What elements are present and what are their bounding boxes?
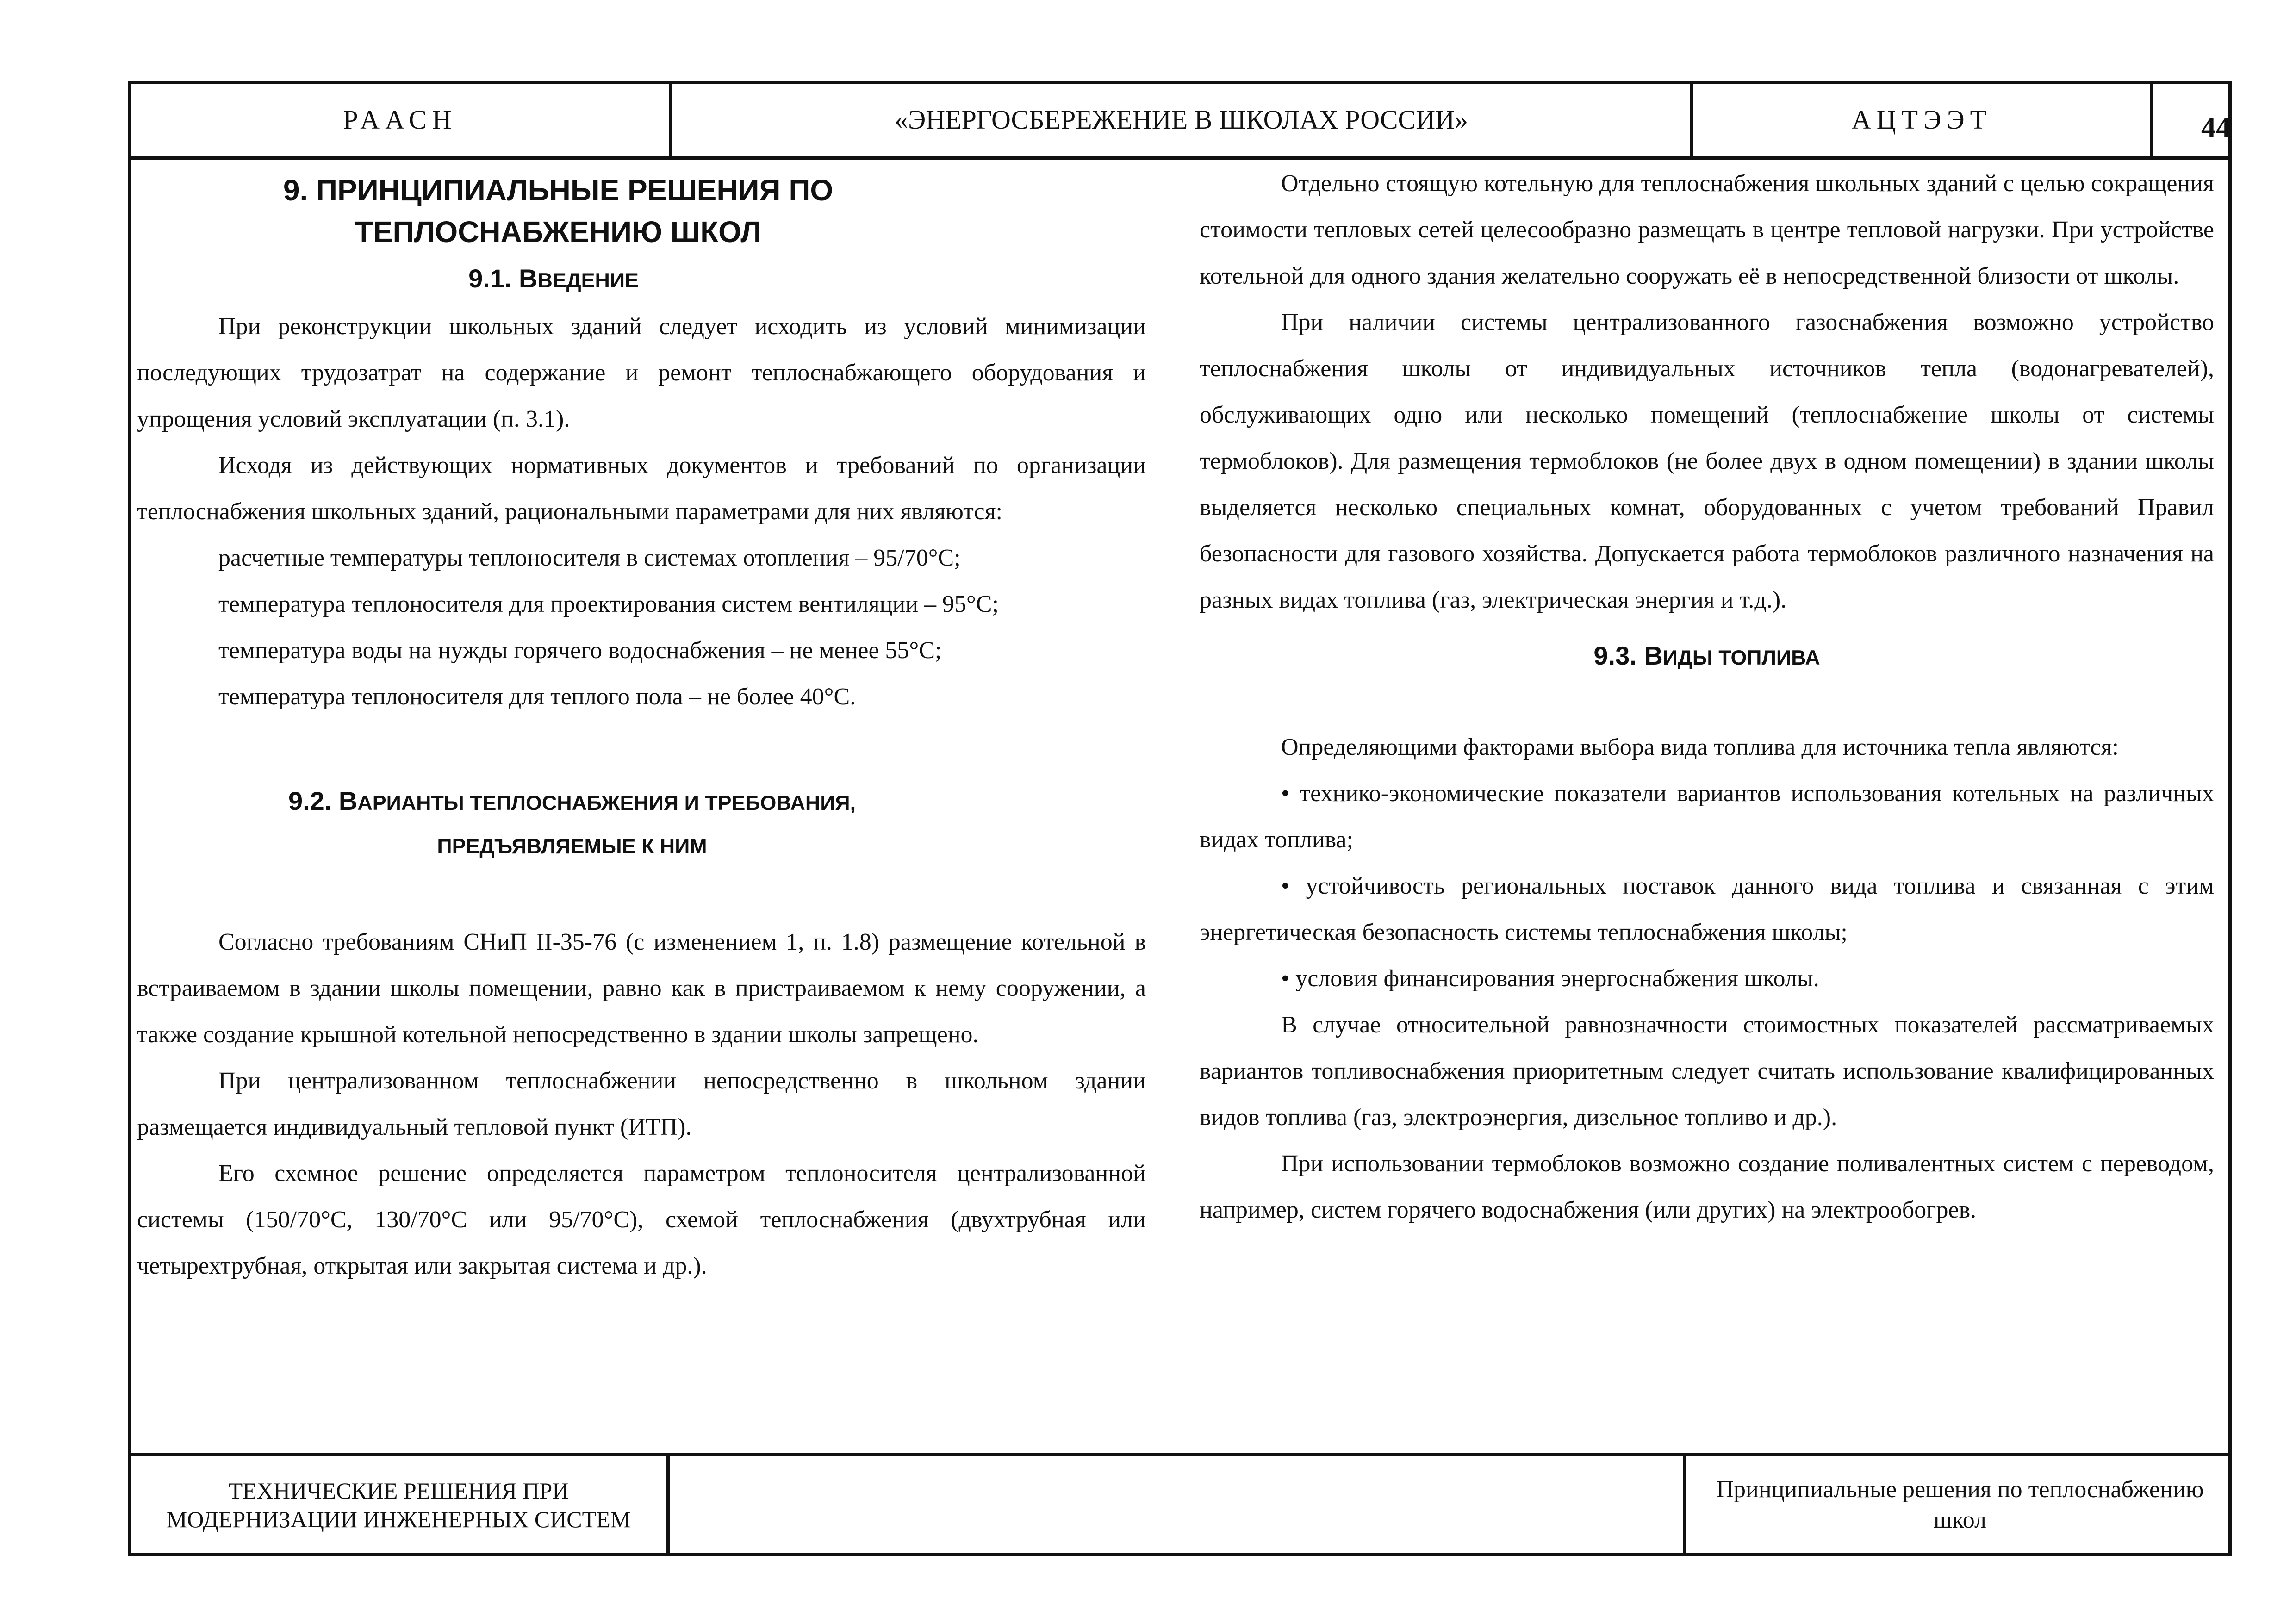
left-column (137, 163, 1146, 1289)
header-org2: АЦТЭЭТ (1851, 104, 1992, 135)
subsection-9-2-heading (68, 780, 1076, 867)
subsection-9-1-cap: В (519, 264, 538, 293)
list-item: температура воды на нужды горячего водоснабжения – не менее 55°С; (218, 637, 942, 664)
paragraph: При использовании термоблоков возможно создание поливалентных систем с переводом, например, систем горячего водоснабжения (или других) на электрообогрев. (1200, 1150, 2214, 1223)
footer-left (131, 1456, 666, 1553)
subsection-9-3-rest: ИДЫ ТОПЛИВА (1662, 646, 1820, 669)
subsection-9-2-cap: В (338, 786, 358, 815)
paragraph: В случае относительной равнозначности стоимостных показателей рассматриваемых вариантов топливоснабжения приоритетным следует считать использование квалифицированных видов топлива (газ, электроэнергия, дизельное топливо и др.). (1200, 1012, 2214, 1131)
section-title (54, 169, 1063, 253)
paragraph: При реконструкции школьных зданий следует исходить из условий минимизации последующих трудозатрат на содержание и ремонт теплоснабжающего оборудования и упрощения условий эксплуатации (п. 3.1). (137, 313, 1146, 432)
page-number: 44 (2201, 111, 2231, 143)
footer-left-line1: ТЕХНИЧЕСКИЕ РЕШЕНИЯ ПРИ (228, 1477, 569, 1504)
section-title-line2: ТЕПЛОСНАБЖЕНИЮ ШКОЛ (355, 215, 762, 249)
footer-divider (128, 1453, 2232, 1456)
list-item: температура теплоносителя для проектирования систем вентиляции – 95°С; (218, 591, 999, 617)
footer-left-line2: МОДЕРНИЗАЦИИ ИНЖЕНЕРНЫХ СИСТЕМ (166, 1506, 631, 1532)
bullet-item: • технико-экономические показатели вариантов использования котельных на различных видах топлива; (1200, 780, 2214, 853)
paragraph: Отдельно стоящую котельную для теплоснабжения школьных зданий с целью сокращения стоимости тепловых сетей целесообразно размещать в центре тепловой нагрузки. При устройстве котельной для одного здания желательно сооружать её в непосредственной близости от школы. (1200, 170, 2214, 289)
paragraph: При наличии системы централизованного газоснабжения возможно устройство теплоснабжения школы от индивидуальных источников тепла (водонагревателей), обслуживающих одно или несколько помещений (теплоснабжение школы от системы термоблоков). Для размещения термоблоков (не более двух в одном помещении) в здании школы выделяется несколько специальных комнат, оборудованных с учетом требований Правил безопасности для газового хозяйства. Допускается работа термоблоков различного назначения на разных видах топлива (газ, электрическая энергия и т.д.). (1200, 309, 2214, 613)
header-sep-3 (2150, 81, 2153, 158)
subsection-9-1-rest: ВЕДЕНИЕ (537, 269, 639, 292)
subsection-9-1-num: 9.1. (468, 264, 512, 293)
paragraph: Его схемное решение определяется параметром теплоносителя централизованной системы (150/70°С, 130/70°С или 95/70°С), схемой теплоснабжения (двухтрубная или четырехтрубная, открытая или закрытая система и др.). (137, 1160, 1146, 1279)
paragraph: При централизованном теплоснабжении непосредственно в школьном здании размещается индивидуальный тепловой пункт (ИТП). (137, 1068, 1146, 1140)
header-sep-1 (669, 81, 672, 158)
paragraph: Определяющими факторами выбора вида топлива для источника тепла являются: (1281, 734, 2119, 760)
subsection-9-3-cap: В (1644, 641, 1663, 670)
list-item: расчетные температуры теплоносителя в системах отопления – 95/70°С; (218, 545, 961, 571)
paragraph: Исходя из действующих нормативных документов и требований по организации теплоснабжения школьных зданий, рациональными параметрами для них являются: (137, 452, 1146, 525)
subsection-9-3-heading (1200, 633, 2214, 681)
header-divider (128, 156, 2232, 160)
right-column (1200, 163, 2214, 1233)
paragraph: Согласно требованиям СНиП II-35-76 (с изменением 1, п. 1.8) размещение котельной в встраиваемом в здании школы помещении, равно как в пристраиваемом к нему сооружении, а также создание крышной котельной непосредственно в здании школы запрещено. (137, 929, 1146, 1048)
header-sep-2 (1690, 81, 1693, 158)
footer-sep-1 (666, 1453, 670, 1556)
subsection-9-3-num: 9.3. (1593, 641, 1637, 670)
footer-sep-2 (1683, 1453, 1686, 1556)
bullet-item: • условия финансирования энергоснабжения школы. (1281, 965, 1819, 992)
header-title: «ЭНЕРГОСБЕРЕЖЕНИЕ В ШКОЛАХ РОССИИ» (895, 104, 1468, 135)
bullet-item: • устойчивость региональных поставок данного вида топлива и связанная с этим энергетическая безопасность системы теплоснабжения школы; (1200, 873, 2214, 945)
subsection-9-1-heading (49, 255, 1058, 304)
header-org: РААСН (343, 104, 457, 135)
footer-middle (670, 1456, 1683, 1553)
subsection-9-2-rest: АРИАНТЫ ТЕПЛОСНАБЖЕНИЯ И ТРЕБОВАНИЯ, (357, 791, 856, 815)
subsection-9-2-num: 9.2. (288, 786, 332, 815)
subsection-9-2-line2: ПРЕДЪЯВЛЯЕМЫЕ К НИМ (437, 835, 707, 858)
list-item: температура теплоносителя для теплого пола – не более 40°С. (218, 684, 856, 710)
section-title-line1: 9. ПРИНЦИПИАЛЬНЫЕ РЕШЕНИЯ ПО (283, 174, 834, 207)
footer-right: Принципиальные решения по теплоснабжению школ (1716, 1476, 2204, 1533)
